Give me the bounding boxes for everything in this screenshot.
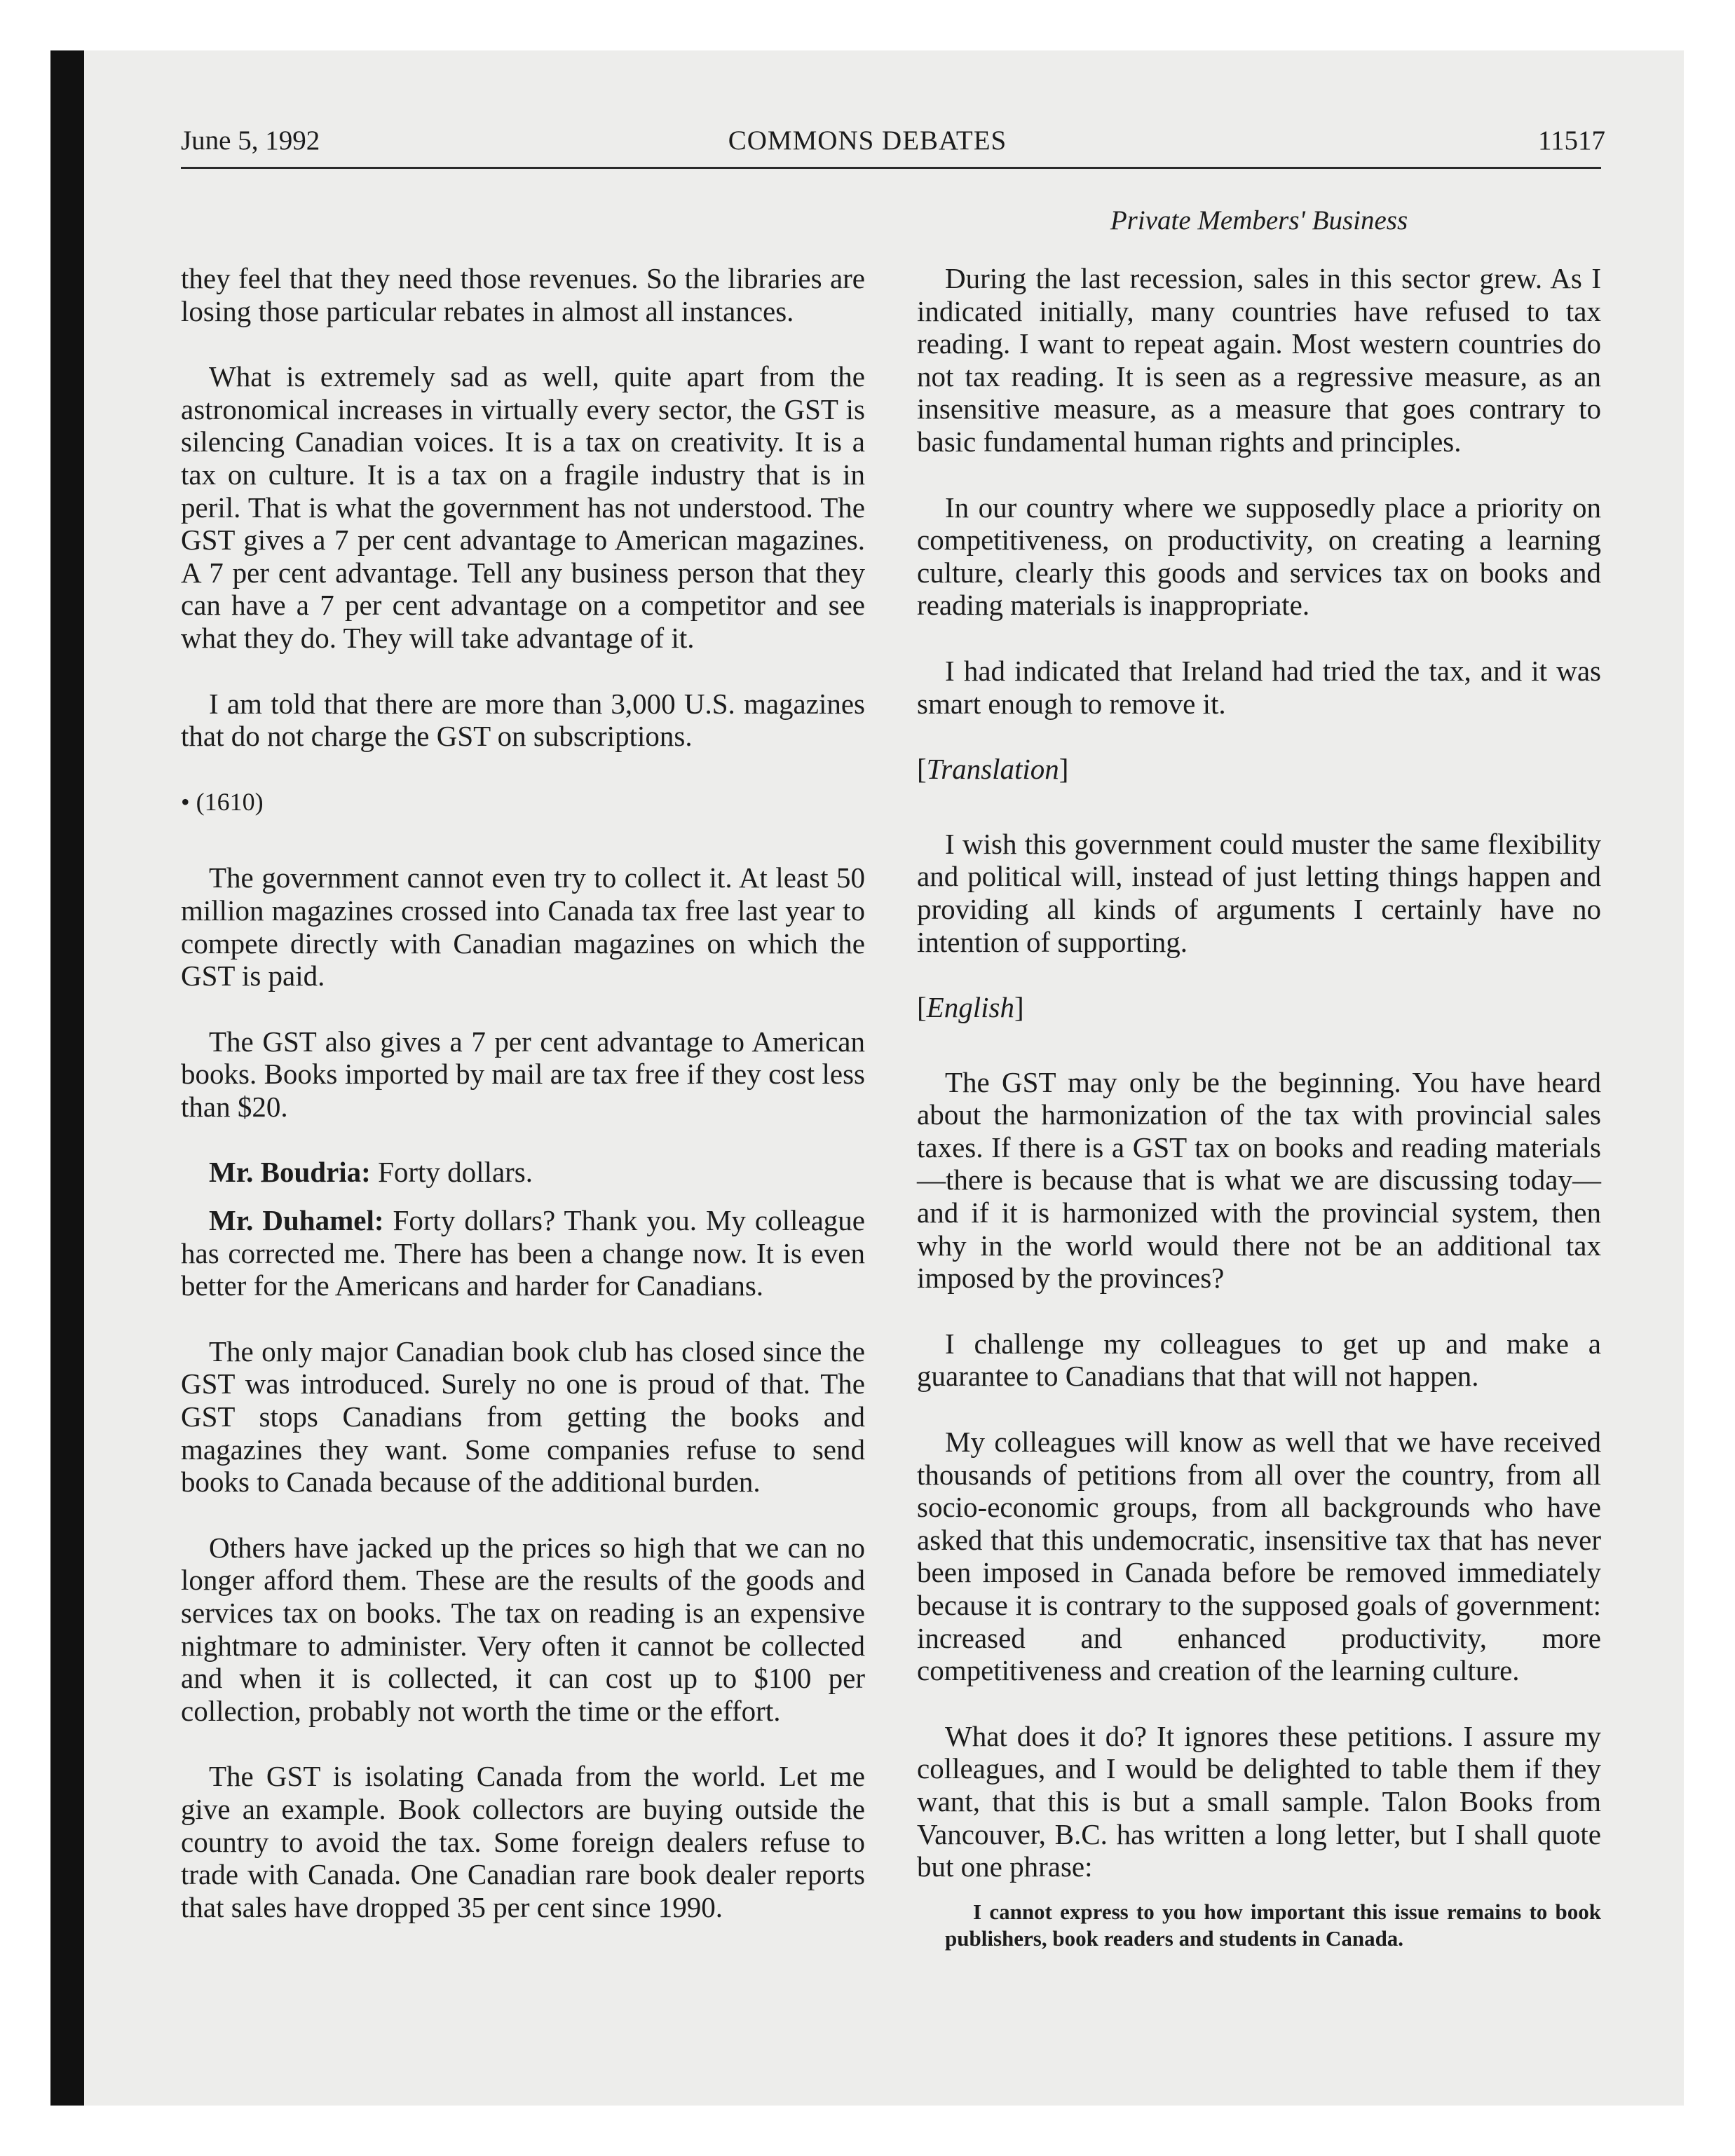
paragraph: I wish this government could muster the same flexibility and political will, instead of just letting things happen and providing all kinds of arguments I certainly have no intention of supporting. [917, 827, 1601, 958]
paragraph: The GST may only be the beginning. You have heard about the harmonization of the tax with provincial sales taxes. If there is a GST tax on books and reading materials—there is because that is what we are discussing today—and if it is harmonized with the provincial system, then why in the world would there not be an additional tax imposed by the provinces? [917, 1065, 1601, 1295]
paragraph: I challenge my colleagues to get up and make a guarantee to Canadians that that will not happen. [917, 1327, 1601, 1393]
paragraph: My colleagues will know as well that we have received thousands of petitions from all over the country, from all socio-economic groups, from all backgrounds who have asked that this undemocratic, insensitive tax that has never been imposed in Canada before be removed immediately because it is contrary to the supposed goals of government: increased and enhanced productivity, more competitiveness and creation of the learning culture. [917, 1426, 1601, 1687]
header-title: COMMONS DEBATES [728, 125, 1007, 156]
binding-edge [50, 50, 84, 2106]
page-number: 11517 [1538, 125, 1606, 156]
speaker-name: Mr. Boudria: [209, 1156, 371, 1189]
language-label: Translation [926, 753, 1059, 786]
paragraph: What does it do? It ignores these petitions. I assure my colleagues, and I would be delighted to table them if they want, that this is but a small sample. Talon Books from Vancouver, B.C. has written a long letter, but I shall quote but one phrase: [917, 1719, 1601, 1883]
time-marker [181, 786, 865, 819]
paragraph: The government cannot even try to collect it. At least 50 million magazines crossed into Canada tax free last year to compete directly with Canadian magazines on which the GST is paid. [181, 861, 865, 992]
paragraph: In our country where we supposedly place a priority on competitiveness, on productivity, on creating a learning culture, clearly this goods and services tax on books and reading materials is inappropriate. [917, 491, 1601, 622]
header-date: June 5, 1992 [181, 125, 320, 156]
speaker-text: Forty dollars. [378, 1156, 533, 1189]
header-rule [181, 167, 1601, 169]
paragraph: The GST is isolating Canada from the world. Let me give an example. Book collectors are buying outside the country to avoid the tax. Some foreign dealers refuse to trade with Canada. One Canadian rare book dealer reports that sales have dropped 35 per cent since 1990. [181, 1760, 865, 1923]
bullet-icon: • [181, 787, 190, 816]
paragraph: I am told that there are more than 3,000 U.S. magazines that do not charge the GST on subscriptions. [181, 687, 865, 753]
time-stamp: (1610) [196, 787, 264, 816]
paragraph: Others have jacked up the prices so high that we can no longer afford them. These are the results of the goods and services tax on books. The tax on reading is an expensive nightmare to administer. Very often it cannot be collected and when it is collected, it can cost up to $100 per collection, probably not worth the time or the effort. [181, 1531, 865, 1727]
paragraph: During the last recession, sales in this sector grew. As I indicated initially, many countries have refused to tax reading. I want to repeat again. Most western countries do not tax reading. It is seen as a regressive measure, as an insensitive measure, as a measure that goes contrary to basic fundamental human rights and principles. [917, 262, 1601, 458]
block-quote: I cannot express to you how important this issue remains to book publishers, book readers and students in Canada. [945, 1899, 1601, 1951]
language-marker: [English] [917, 991, 1024, 1024]
language-marker: [Translation] [917, 753, 1069, 786]
speaker-turn [181, 1156, 865, 1189]
paragraph: What is extremely sad as well, quite apart from the astronomical increases in virtually every sector, the GST is silencing Canadian voices. It is a tax on creativity. It is a tax on culture. It is a tax on a fragile industry that is in peril. That is what the government has not understood. The GST gives a 7 per cent advantage to American magazines. A 7 per cent advantage. Tell any business person that they can have a 7 per cent advantage on a competitor and see what they do. They will take advantage of it. [181, 360, 865, 654]
paragraph: The only major Canadian book club has closed since the GST was introduced. Surely no one is proud of that. The GST stops Canadians from getting the books and magazines they want. Some companies refuse to send books to Canada because of the additional burden. [181, 1335, 865, 1499]
speaker-text: Forty dollars? Thank you. My colleague has corrected me. There has been a change now. It is even better for the Americans and harder for Canadians. [181, 1204, 866, 1302]
section-heading: Private Members' Business [1110, 205, 1408, 236]
paragraph: The GST also gives a 7 per cent advantage to American books. Books imported by mail are tax free if they cost less than $20. [181, 1025, 865, 1123]
paragraph: they feel that they need those revenues. So the libraries are losing those particular rebates in almost all instances. [181, 262, 865, 327]
left-column [181, 262, 865, 1956]
speaker-name: Mr. Duhamel: [209, 1204, 384, 1237]
language-label: English [926, 991, 1014, 1024]
speaker-turn [181, 1204, 865, 1302]
right-column [917, 262, 1601, 1952]
paragraph: I had indicated that Ireland had tried the tax, and it was smart enough to remove it. [917, 654, 1601, 720]
